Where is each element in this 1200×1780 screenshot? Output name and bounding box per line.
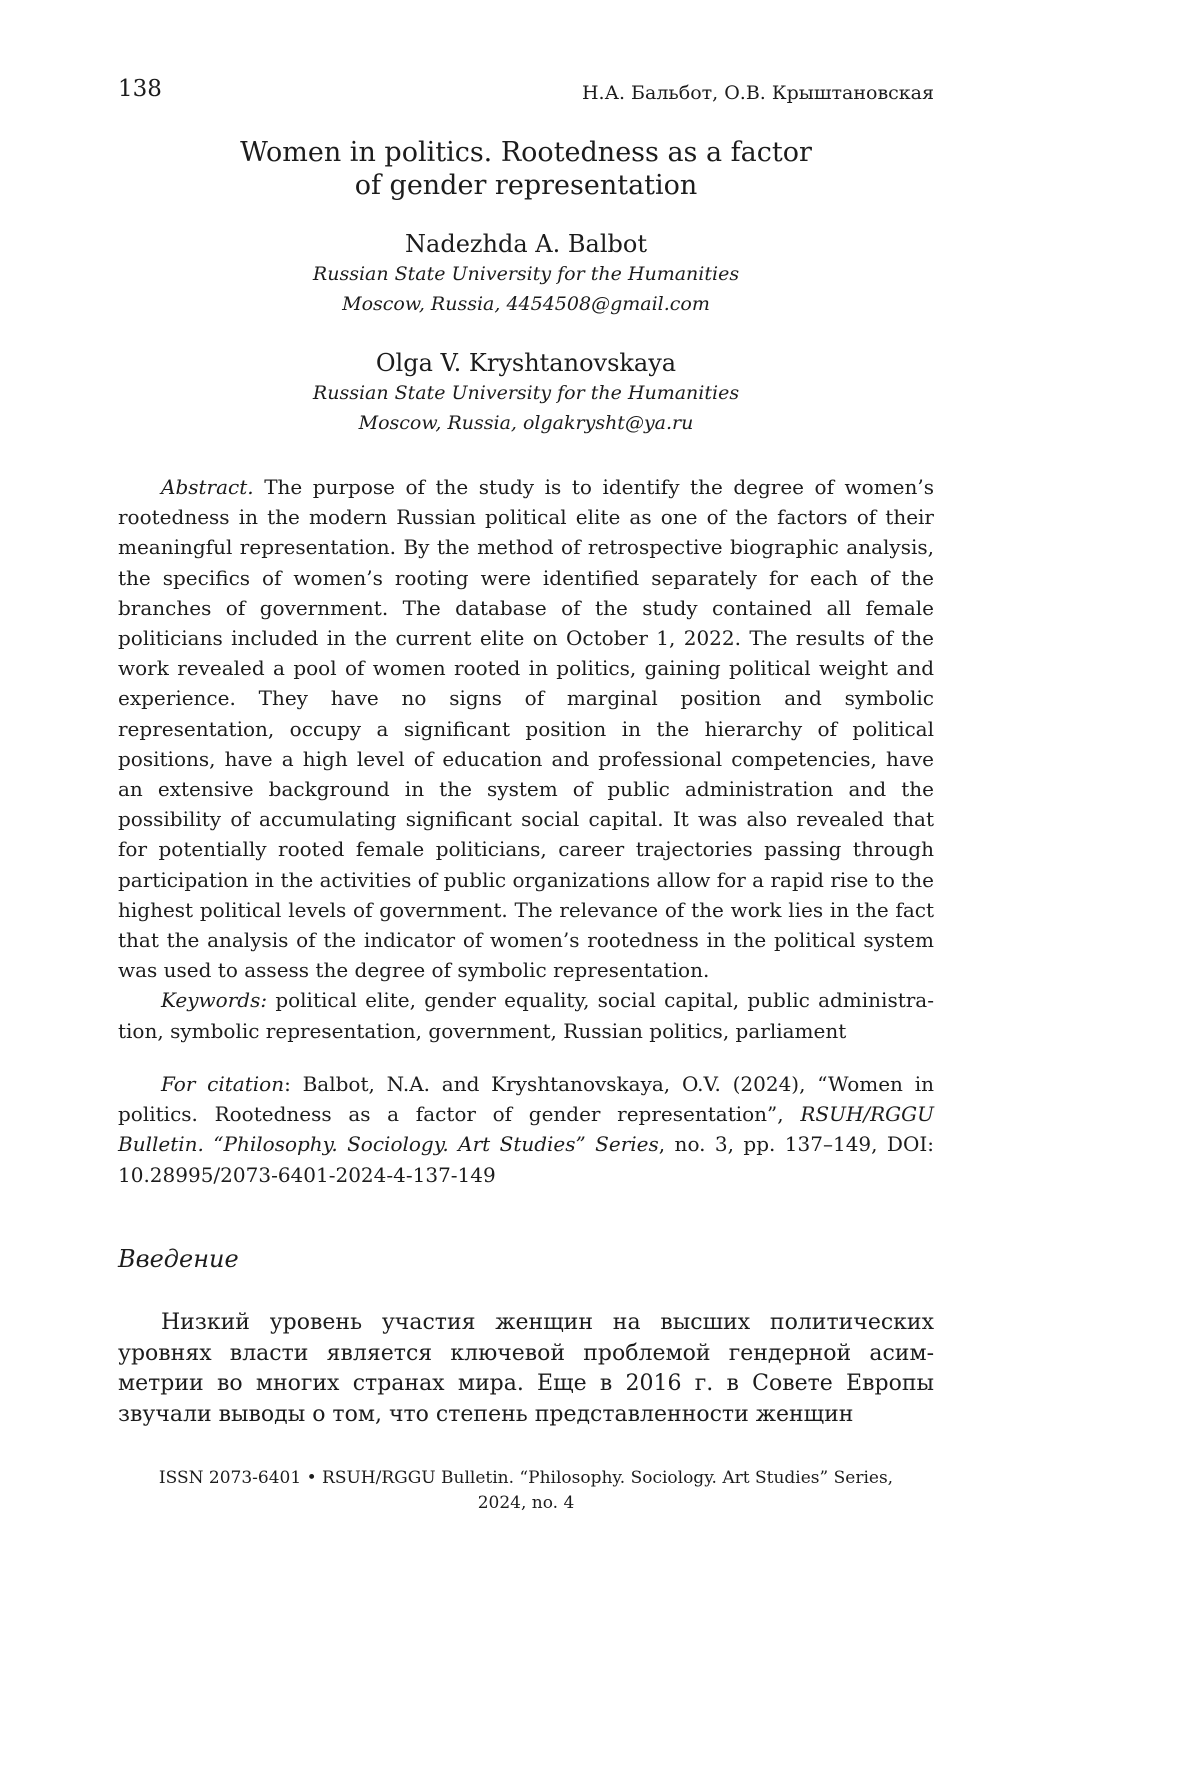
author-name: Olga V. Kryshtanovskaya: [375, 349, 677, 377]
article-title: [118, 136, 934, 202]
keywords-paragraph: [118, 985, 934, 1045]
title-line-2: of gender representation: [354, 170, 698, 201]
page-footer: [118, 1466, 934, 1516]
author-location-email: Moscow, Russia, 4454508@gmail.com: [342, 293, 710, 315]
running-head: Н.А. Бальбот, О.В. Крыштановская: [581, 82, 934, 104]
author-affiliation: Russian State University for the Humanities: [312, 263, 740, 285]
footer-line-2: 2024, no. 4: [477, 1493, 575, 1513]
abstract-paragraph: [118, 472, 934, 985]
citation-label: For citation: [161, 1072, 285, 1096]
section-heading: Введение: [118, 1245, 239, 1273]
abstract-text: The purpose of the study is to identify the degree of women’s rootedness in the modern Russian political elite as one of the factors of their meaningful representation. By the method of retrospective biographic analysis, the specifics of women’s rooting were identified separately for each of the branches of government. The database of the study contained all female politicians included in the current elite on October 1, 2022. The results of the work revealed a pool of women rooted in politics, gaining political weight and experience. They have no signs of marginal position and symbolic representation, occupy a significant position in the hierarchy of political positions, have a high level of education and professional competencies, have an extensive background in the system of public administration and the possibility of accumulating significant social capital. It was also revealed that for potentially rooted female politicians, career trajectories passing through participation in the activities of public organizations allow for a rapid rise to the highest political levels of government. The relevance of the work lies in the fact that the analysis of the indicator of women’s rootedness in the political system was used to assess the degree of symbolic representation.: [118, 475, 935, 983]
footer-line-1: ISSN 2073-6401 • RSUH/RGGU Bulletin. “Philosophy. Sociology. Art Studies” Series,: [158, 1468, 894, 1488]
page-number: 138: [118, 76, 162, 102]
intro-paragraph: Низкий уровень участия женщин на высших политических уровнях власти является ключевой проблемой гендерной асимметрии во многих странах мира. Еще в 2016 г. в Совете Европы звучали выводы о том, что степень представленности женщин: [118, 1310, 934, 1427]
keywords-label: Keywords:: [161, 988, 268, 1013]
citation-journal: RSUH/RGGU Bulletin. “Philosophy. Sociology. Art Studies” Series: [118, 1102, 934, 1157]
author-location-email: Moscow, Russia, olgakrysht@ya.ru: [358, 412, 694, 434]
author-block-2: [118, 348, 934, 438]
author-name: Nadezhda A. Balbot: [405, 230, 647, 258]
intro-section: [118, 1308, 934, 1430]
citation-text: : Balbot, N.A. and Kryshtanovskaya, O.V. (2024), “Women in politics. Rootedness as a factor of gender representation”,: [118, 1072, 934, 1127]
author-block-1: [118, 229, 934, 319]
abstract-label: Abstract.: [161, 475, 254, 499]
keywords-text: political elite, gender equality, social capital, public administration, symbolic representation, government, Russian politics, parliament: [118, 988, 934, 1043]
abstract-section: [118, 472, 934, 1046]
title-line-1: Women in politics. Rootedness as a factor: [240, 137, 812, 168]
citation-paragraph: [118, 1069, 934, 1190]
citation-text-end: , no. 3, pp. 137–149, DOI: 10.28995/2073-6401-2024-4-137-149: [118, 1132, 934, 1187]
author-affiliation: Russian State University for the Humanities: [312, 382, 740, 404]
citation-section: [118, 1069, 934, 1190]
